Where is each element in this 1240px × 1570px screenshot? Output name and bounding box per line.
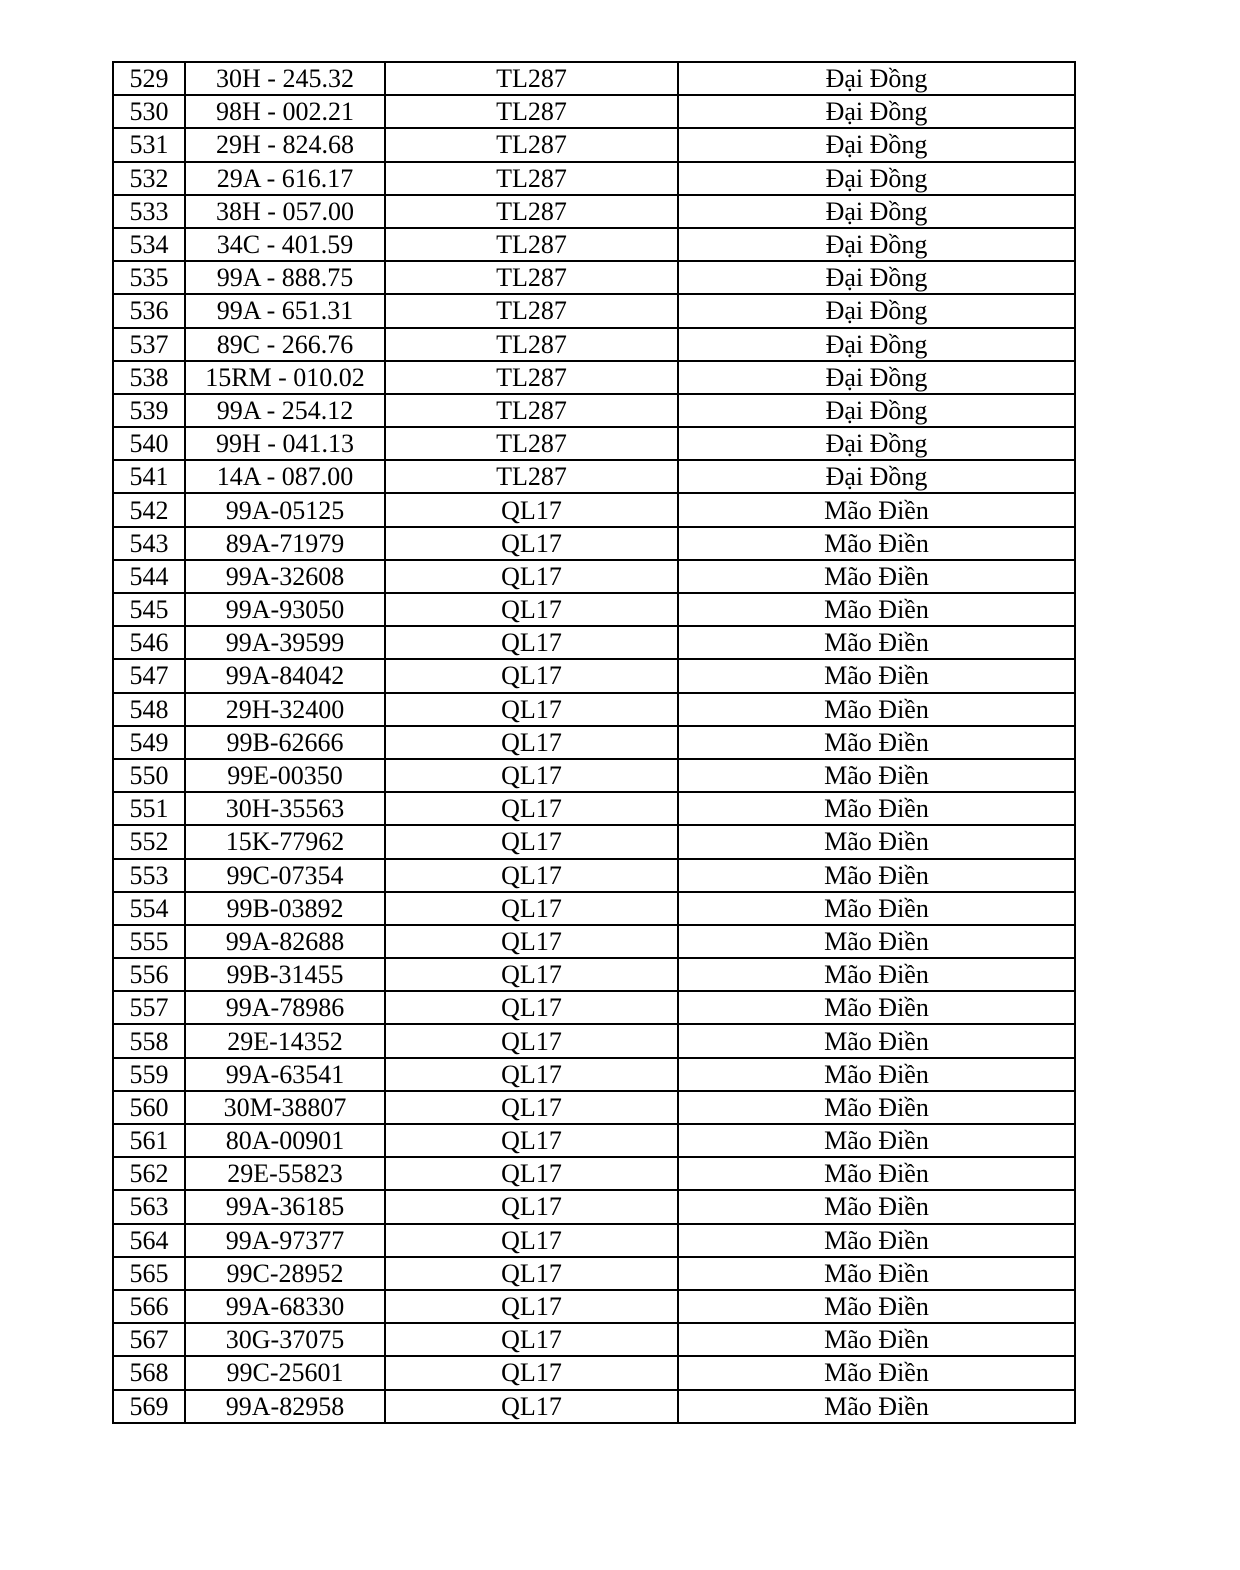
table-row [113, 95, 1075, 128]
road-cell: TL287 [385, 128, 678, 161]
row-number-cell: 555 [113, 925, 185, 958]
table-row [113, 693, 1075, 726]
road-cell: QL17 [385, 1390, 678, 1423]
license-plate-cell: 29A - 616.17 [185, 162, 385, 195]
row-number-cell: 531 [113, 128, 185, 161]
license-plate-cell: 99H - 041.13 [185, 427, 385, 460]
road-cell: QL17 [385, 1323, 678, 1356]
location-cell: Đại Đồng [678, 460, 1075, 493]
row-number-cell: 558 [113, 1024, 185, 1057]
license-plate-cell: 99A - 254.12 [185, 394, 385, 427]
table-row [113, 1257, 1075, 1290]
location-cell: Mão Điền [678, 1024, 1075, 1057]
license-plate-cell: 15K-77962 [185, 825, 385, 858]
row-number-cell: 557 [113, 991, 185, 1024]
road-cell: TL287 [385, 361, 678, 394]
license-plate-cell: 99B-62666 [185, 726, 385, 759]
road-cell: QL17 [385, 1190, 678, 1223]
license-plate-cell: 99A-84042 [185, 659, 385, 692]
road-cell: TL287 [385, 394, 678, 427]
table-row [113, 261, 1075, 294]
license-plate-cell: 99C-25601 [185, 1356, 385, 1389]
license-plate-cell: 38H - 057.00 [185, 195, 385, 228]
license-plate-cell: 30H - 245.32 [185, 62, 385, 95]
row-number-cell: 546 [113, 626, 185, 659]
road-cell: TL287 [385, 294, 678, 327]
license-plate-cell: 89C - 266.76 [185, 328, 385, 361]
license-plate-cell: 34C - 401.59 [185, 228, 385, 261]
row-number-cell: 568 [113, 1356, 185, 1389]
location-cell: Mão Điền [678, 1157, 1075, 1190]
license-plate-cell: 30G-37075 [185, 1323, 385, 1356]
row-number-cell: 560 [113, 1091, 185, 1124]
row-number-cell: 559 [113, 1058, 185, 1091]
road-cell: TL287 [385, 195, 678, 228]
table-row [113, 1224, 1075, 1257]
row-number-cell: 541 [113, 460, 185, 493]
row-number-cell: 543 [113, 527, 185, 560]
license-plate-cell: 99B-03892 [185, 892, 385, 925]
location-cell: Mão Điền [678, 527, 1075, 560]
row-number-cell: 533 [113, 195, 185, 228]
location-cell: Mão Điền [678, 626, 1075, 659]
table-row [113, 726, 1075, 759]
road-cell: QL17 [385, 1124, 678, 1157]
road-cell: QL17 [385, 1257, 678, 1290]
row-number-cell: 542 [113, 493, 185, 526]
license-plate-cell: 99B-31455 [185, 958, 385, 991]
road-cell: TL287 [385, 228, 678, 261]
table-row [113, 1290, 1075, 1323]
road-cell: TL287 [385, 460, 678, 493]
location-cell: Mão Điền [678, 892, 1075, 925]
location-cell: Mão Điền [678, 1124, 1075, 1157]
row-number-cell: 540 [113, 427, 185, 460]
license-plate-cell: 15RM - 010.02 [185, 361, 385, 394]
license-plate-cell: 99A-93050 [185, 593, 385, 626]
table-row [113, 394, 1075, 427]
license-plate-cell: 14A - 087.00 [185, 460, 385, 493]
road-cell: QL17 [385, 1356, 678, 1389]
location-cell: Mão Điền [678, 759, 1075, 792]
row-number-cell: 547 [113, 659, 185, 692]
location-cell: Mão Điền [678, 792, 1075, 825]
table-row [113, 626, 1075, 659]
table-row [113, 294, 1075, 327]
road-cell: QL17 [385, 859, 678, 892]
road-cell: QL17 [385, 991, 678, 1024]
table-row [113, 825, 1075, 858]
road-cell: TL287 [385, 328, 678, 361]
table-row [113, 1024, 1075, 1057]
location-cell: Đại Đồng [678, 62, 1075, 95]
road-cell: QL17 [385, 1157, 678, 1190]
license-plate-cell: 99A-32608 [185, 560, 385, 593]
road-cell: QL17 [385, 925, 678, 958]
location-cell: Mão Điền [678, 1091, 1075, 1124]
location-cell: Đại Đồng [678, 394, 1075, 427]
table-row [113, 593, 1075, 626]
table-row [113, 892, 1075, 925]
road-cell: QL17 [385, 626, 678, 659]
location-cell: Mão Điền [678, 1058, 1075, 1091]
table-row [113, 991, 1075, 1024]
license-plate-cell: 29E-55823 [185, 1157, 385, 1190]
row-number-cell: 564 [113, 1224, 185, 1257]
location-cell: Mão Điền [678, 925, 1075, 958]
row-number-cell: 530 [113, 95, 185, 128]
road-cell: QL17 [385, 527, 678, 560]
row-number-cell: 535 [113, 261, 185, 294]
row-number-cell: 534 [113, 228, 185, 261]
location-cell: Đại Đồng [678, 128, 1075, 161]
license-plate-cell: 99A-78986 [185, 991, 385, 1024]
license-plate-cell: 29H-32400 [185, 693, 385, 726]
license-plate-cell: 89A-71979 [185, 527, 385, 560]
table-row [113, 659, 1075, 692]
license-plate-cell: 80A-00901 [185, 1124, 385, 1157]
location-cell: Mão Điền [678, 1323, 1075, 1356]
road-cell: TL287 [385, 427, 678, 460]
row-number-cell: 553 [113, 859, 185, 892]
row-number-cell: 538 [113, 361, 185, 394]
location-cell: Mão Điền [678, 1224, 1075, 1257]
table-row [113, 759, 1075, 792]
table-row [113, 1091, 1075, 1124]
table-row [113, 527, 1075, 560]
table-row [113, 958, 1075, 991]
row-number-cell: 544 [113, 560, 185, 593]
road-cell: QL17 [385, 892, 678, 925]
table-row [113, 460, 1075, 493]
row-number-cell: 566 [113, 1290, 185, 1323]
table-row [113, 328, 1075, 361]
license-plate-cell: 29E-14352 [185, 1024, 385, 1057]
row-number-cell: 537 [113, 328, 185, 361]
row-number-cell: 556 [113, 958, 185, 991]
road-cell: QL17 [385, 1224, 678, 1257]
table-body [113, 62, 1075, 1423]
table-row [113, 925, 1075, 958]
road-cell: QL17 [385, 825, 678, 858]
road-cell: QL17 [385, 958, 678, 991]
license-plate-cell: 99A-39599 [185, 626, 385, 659]
table-row [113, 560, 1075, 593]
road-cell: TL287 [385, 162, 678, 195]
road-cell: QL17 [385, 493, 678, 526]
row-number-cell: 549 [113, 726, 185, 759]
location-cell: Mão Điền [678, 1257, 1075, 1290]
road-cell: QL17 [385, 1058, 678, 1091]
row-number-cell: 565 [113, 1257, 185, 1290]
road-cell: QL17 [385, 1091, 678, 1124]
license-plate-cell: 99E-00350 [185, 759, 385, 792]
license-plate-cell: 30M-38807 [185, 1091, 385, 1124]
row-number-cell: 567 [113, 1323, 185, 1356]
license-plate-cell: 99A-36185 [185, 1190, 385, 1223]
road-cell: QL17 [385, 659, 678, 692]
table-row [113, 1058, 1075, 1091]
location-cell: Mão Điền [678, 560, 1075, 593]
row-number-cell: 561 [113, 1124, 185, 1157]
road-cell: TL287 [385, 62, 678, 95]
table-row [113, 792, 1075, 825]
license-plate-cell: 99A-68330 [185, 1290, 385, 1323]
location-cell: Mão Điền [678, 593, 1075, 626]
road-cell: QL17 [385, 1290, 678, 1323]
location-cell: Đại Đồng [678, 261, 1075, 294]
license-plate-cell: 99A - 888.75 [185, 261, 385, 294]
license-plate-cell: 29H - 824.68 [185, 128, 385, 161]
road-cell: QL17 [385, 759, 678, 792]
license-plate-cell: 99A-63541 [185, 1058, 385, 1091]
table-row [113, 859, 1075, 892]
license-plate-cell: 30H-35563 [185, 792, 385, 825]
location-cell: Mão Điền [678, 958, 1075, 991]
location-cell: Đại Đồng [678, 328, 1075, 361]
vehicle-records-table [112, 61, 1076, 1424]
row-number-cell: 562 [113, 1157, 185, 1190]
location-cell: Mão Điền [678, 693, 1075, 726]
license-plate-cell: 99C-28952 [185, 1257, 385, 1290]
location-cell: Mão Điền [678, 726, 1075, 759]
location-cell: Đại Đồng [678, 294, 1075, 327]
license-plate-cell: 98H - 002.21 [185, 95, 385, 128]
table-row [113, 62, 1075, 95]
table-row [113, 128, 1075, 161]
table-row [113, 427, 1075, 460]
table-row [113, 162, 1075, 195]
license-plate-cell: 99A-05125 [185, 493, 385, 526]
location-cell: Mão Điền [678, 493, 1075, 526]
location-cell: Mão Điền [678, 659, 1075, 692]
row-number-cell: 554 [113, 892, 185, 925]
location-cell: Đại Đồng [678, 228, 1075, 261]
table-row [113, 195, 1075, 228]
license-plate-cell: 99A - 651.31 [185, 294, 385, 327]
location-cell: Đại Đồng [678, 162, 1075, 195]
license-plate-cell: 99A-82688 [185, 925, 385, 958]
road-cell: QL17 [385, 560, 678, 593]
row-number-cell: 545 [113, 593, 185, 626]
row-number-cell: 536 [113, 294, 185, 327]
location-cell: Đại Đồng [678, 95, 1075, 128]
table-row [113, 493, 1075, 526]
table-row [113, 1390, 1075, 1423]
row-number-cell: 532 [113, 162, 185, 195]
table-row [113, 1190, 1075, 1223]
table-row [113, 361, 1075, 394]
table-row [113, 1323, 1075, 1356]
location-cell: Đại Đồng [678, 361, 1075, 394]
road-cell: TL287 [385, 95, 678, 128]
location-cell: Mão Điền [678, 859, 1075, 892]
license-plate-cell: 99C-07354 [185, 859, 385, 892]
location-cell: Mão Điền [678, 825, 1075, 858]
row-number-cell: 529 [113, 62, 185, 95]
row-number-cell: 551 [113, 792, 185, 825]
row-number-cell: 563 [113, 1190, 185, 1223]
location-cell: Mão Điền [678, 1290, 1075, 1323]
table-row [113, 1124, 1075, 1157]
road-cell: QL17 [385, 792, 678, 825]
license-plate-cell: 99A-97377 [185, 1224, 385, 1257]
row-number-cell: 569 [113, 1390, 185, 1423]
road-cell: TL287 [385, 261, 678, 294]
row-number-cell: 550 [113, 759, 185, 792]
road-cell: QL17 [385, 593, 678, 626]
table-row [113, 1356, 1075, 1389]
location-cell: Mão Điền [678, 1190, 1075, 1223]
license-plate-cell: 99A-82958 [185, 1390, 385, 1423]
row-number-cell: 539 [113, 394, 185, 427]
location-cell: Đại Đồng [678, 195, 1075, 228]
location-cell: Đại Đồng [678, 427, 1075, 460]
table-row [113, 1157, 1075, 1190]
road-cell: QL17 [385, 1024, 678, 1057]
location-cell: Mão Điền [678, 1390, 1075, 1423]
road-cell: QL17 [385, 726, 678, 759]
location-cell: Mão Điền [678, 991, 1075, 1024]
location-cell: Mão Điền [678, 1356, 1075, 1389]
row-number-cell: 552 [113, 825, 185, 858]
table-row [113, 228, 1075, 261]
row-number-cell: 548 [113, 693, 185, 726]
road-cell: QL17 [385, 693, 678, 726]
